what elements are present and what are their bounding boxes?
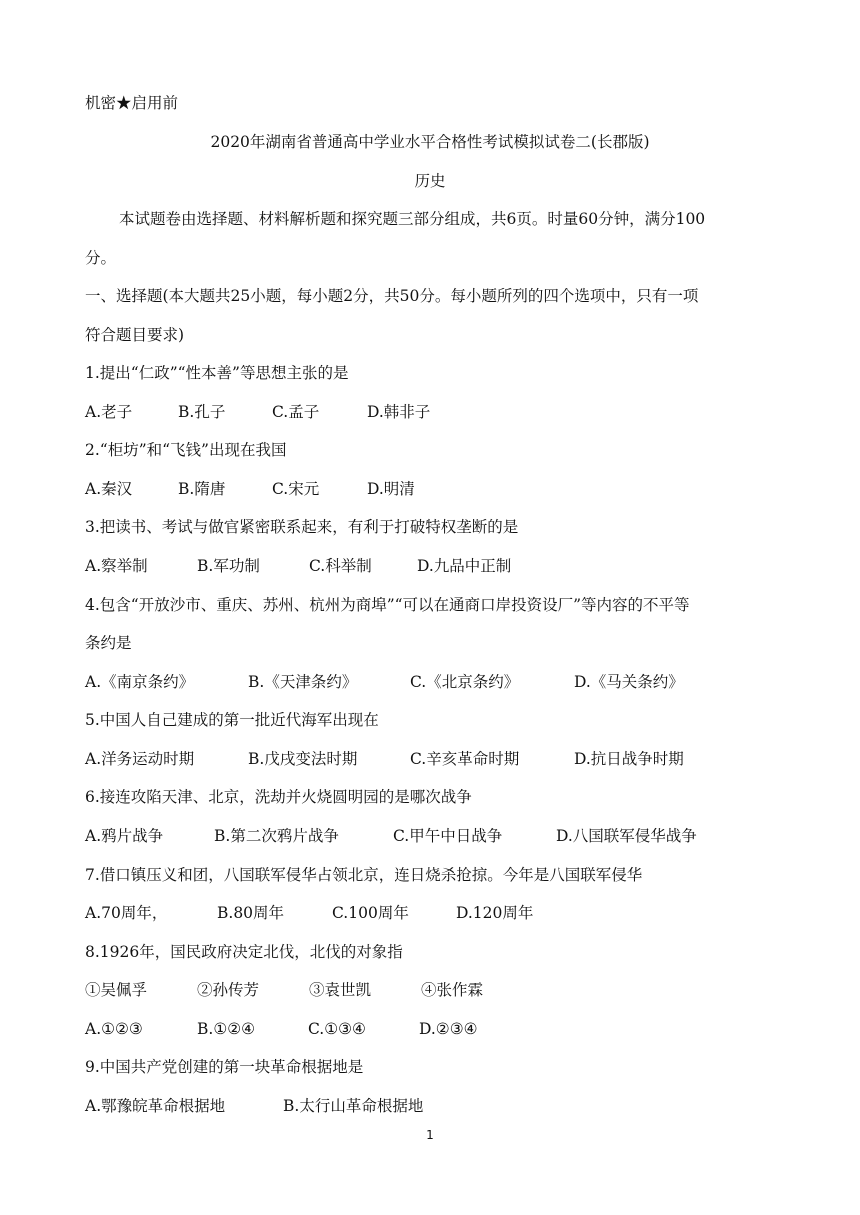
- option-b: B.第二次鸦片战争: [214, 827, 339, 845]
- option-a: A.鄂豫皖革命根据地: [85, 1097, 226, 1115]
- option-c: C.100周年: [332, 904, 409, 922]
- option-d: D.九品中正制: [417, 557, 512, 575]
- question-4-stem-line-1: 4.包含“开放沙市、重庆、苏州、杭州为商埠”“可以在通商口岸投资设厂”等内容的不平等: [85, 596, 690, 614]
- option-a: A.察举制: [85, 557, 148, 575]
- option-a: A.70周年，: [85, 904, 168, 922]
- option-b: B.军功制: [197, 557, 260, 575]
- option-c: C.《北京条约》: [410, 673, 520, 691]
- option-d: D.120周年: [456, 904, 534, 922]
- option-c: C.①③④: [308, 1020, 366, 1038]
- question-9-stem: 9.中国共产党创建的第一块革命根据地是: [85, 1058, 364, 1076]
- option-b: B.孔子: [178, 403, 226, 421]
- option-b: B.①②④: [197, 1020, 256, 1038]
- item-1: ①吴佩孚: [85, 981, 148, 999]
- option-a: A.《南京条约》: [85, 673, 195, 691]
- option-c: C.辛亥革命时期: [410, 750, 520, 768]
- option-d: D.韩非子: [367, 403, 431, 421]
- question-7-stem: 7.借口镇压义和团，八国联军侵华占领北京，连日烧杀抢掠。今年是八国联军侵华: [85, 866, 643, 884]
- confidential-label: 机密★启用前: [85, 94, 179, 112]
- intro-line-1: 本试题卷由选择题、材料解析题和探究题三部分组成，共6页。时量60分钟，满分100: [119, 210, 706, 228]
- option-b: B.80周年: [217, 904, 285, 922]
- question-2-stem: 2.“柜坊”和“飞钱”出现在我国: [85, 441, 287, 459]
- question-6-stem: 6.接连攻陷天津、北京，洗劫并火烧圆明园的是哪次战争: [85, 788, 472, 806]
- option-a: A.①②③: [85, 1020, 143, 1038]
- option-c: C.科举制: [309, 557, 372, 575]
- option-b: B.戊戌变法时期: [248, 750, 358, 768]
- section-heading-line-2: 符合题目要求): [85, 326, 185, 344]
- item-2: ②孙传芳: [197, 981, 260, 999]
- option-c: C.孟子: [272, 403, 320, 421]
- option-a: A.洋务运动时期: [85, 750, 195, 768]
- option-b: B.太行山革命根据地: [283, 1097, 424, 1115]
- question-3-stem: 3.把读书、考试与做官紧密联系起来，有利于打破特权垄断的是: [85, 518, 519, 536]
- question-8-stem: 8.1926年，国民政府决定北伐，北伐的对象指: [85, 943, 403, 961]
- section-heading-line-1: 一、选择题(本大题共25小题，每小题2分，共50分。每小题所列的四个选项中，只有一项: [85, 287, 699, 305]
- option-d: D.②③④: [419, 1020, 478, 1038]
- intro-line-2: 分。: [85, 249, 117, 267]
- option-b: B.《天津条约》: [248, 673, 358, 691]
- option-b: B.隋唐: [178, 480, 226, 498]
- option-a: A.鸦片战争: [85, 827, 164, 845]
- exam-title: 2020年湖南省普通高中学业水平合格性考试模拟试卷二(长郡版): [210, 133, 650, 151]
- option-d: D.《马关条约》: [574, 673, 684, 691]
- item-4: ④张作霖: [421, 981, 484, 999]
- question-4-stem-line-2: 条约是: [85, 634, 132, 652]
- page-number: 1: [426, 1128, 434, 1142]
- question-1-stem: 1.提出“仁政”“性本善”等思想主张的是: [85, 364, 349, 382]
- option-d: D.八国联军侵华战争: [556, 827, 697, 845]
- subject-title: 历史: [414, 172, 446, 190]
- option-d: D.抗日战争时期: [574, 750, 684, 768]
- option-d: D.明清: [367, 480, 415, 498]
- option-a: A.老子: [85, 403, 133, 421]
- option-a: A.秦汉: [85, 480, 133, 498]
- item-3: ③袁世凯: [309, 981, 372, 999]
- option-c: C.甲午中日战争: [393, 827, 503, 845]
- option-c: C.宋元: [272, 480, 320, 498]
- question-5-stem: 5.中国人自己建成的第一批近代海军出现在: [85, 711, 379, 729]
